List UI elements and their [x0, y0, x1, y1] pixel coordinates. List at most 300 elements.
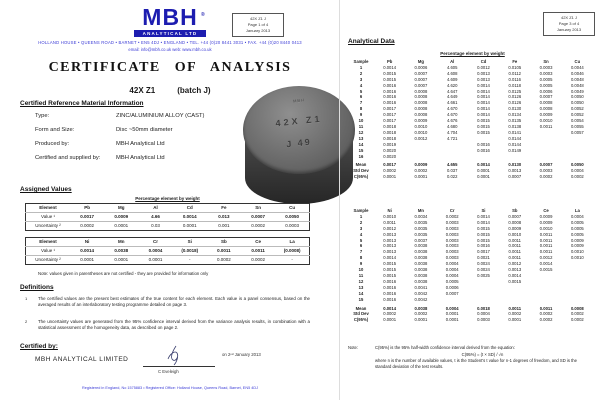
table-cell: 0.0001 — [383, 174, 397, 180]
table-cell: Element — [39, 239, 57, 244]
table-cell: 0.0015 — [383, 261, 397, 267]
table-cell: 0.0012 — [477, 64, 490, 70]
table-cell: 0.0001 — [445, 311, 459, 317]
table-cell: Mean — [355, 305, 367, 311]
table-cell: 0.0012 — [414, 135, 428, 141]
analytical-caption: Percentage element by weight — [440, 51, 505, 56]
table-cell: 0.0038 — [414, 305, 428, 311]
table-cell: Cd — [186, 205, 193, 210]
table-cell: 0.0011 — [508, 305, 522, 311]
stamp-date: January 2013 — [245, 28, 271, 33]
table-cell: 0.0013 — [477, 70, 490, 76]
table-cell: 0.0001 — [383, 317, 397, 323]
table-cell: 2 — [359, 70, 363, 76]
table-cell: 0.0038 — [414, 272, 428, 278]
disc-engraving-brand: MBH — [292, 97, 306, 104]
table-cell: 0.0011 — [539, 123, 553, 129]
table-cell: 0.0014 — [173, 213, 207, 222]
assigned-values-heading: Assigned Values — [20, 186, 72, 193]
table-cell: 4.670 — [446, 112, 458, 118]
table-cell: 0.0008 — [414, 88, 428, 94]
table-cell: 0.0016 — [383, 100, 397, 106]
table-cell: Pb — [386, 59, 393, 64]
table-cell: 0.0002 — [570, 317, 584, 323]
data-grid — [348, 208, 593, 323]
table-cell: 0.03 — [138, 222, 172, 231]
table-cell: 0.0002 — [241, 222, 275, 231]
table-cell: 0.0038 — [414, 267, 428, 273]
table-cell: 0.0007 — [445, 290, 459, 296]
table-cell: 10 — [358, 118, 364, 124]
table-cell: 0.0005 — [539, 76, 553, 82]
table-cell: 0.0008 — [414, 112, 428, 118]
table-cell: 0.0004 — [138, 247, 172, 256]
table-cell: 0.0010 — [539, 118, 553, 124]
table-cell: 5 — [359, 88, 363, 94]
table-cell: 0.0052 — [570, 106, 584, 112]
table-cell: 0.0016 — [383, 296, 397, 302]
table-cell: 4.605 — [446, 64, 458, 70]
table-cell: 4.609 — [446, 76, 458, 82]
table-cell: 7 — [359, 100, 363, 106]
table-cell: 0.0013 — [477, 76, 490, 82]
table-cell: Sb — [512, 208, 518, 213]
table-cell: 0.0008 — [414, 100, 428, 106]
table-cell: 0.0018 — [383, 123, 397, 129]
table-cell: C(95%) — [353, 174, 369, 180]
table-cell: 0.0003 — [445, 255, 459, 261]
table-cell: 0.0015 — [477, 118, 490, 124]
crm-value-form: Disc ~50mm diameter — [116, 127, 173, 133]
table-cell: 0.0014 — [508, 272, 522, 278]
table-cell: (0.0008) — [275, 247, 309, 256]
table-cell: 0.0016 — [383, 88, 397, 94]
table-cell: 0.0009 — [414, 162, 428, 168]
table-cell: Mg — [417, 59, 424, 64]
table-cell: 0.0050 — [570, 94, 584, 100]
mbh-logo-text — [142, 4, 206, 30]
table-cell: 0.0019 — [383, 141, 397, 147]
table-cell: 4.655 — [446, 162, 458, 168]
table-cell: Uncertainty ² — [26, 222, 71, 231]
table-cell: 0.0021 — [477, 255, 490, 261]
signature-icon — [146, 344, 210, 366]
table-cell: 0.0016 — [477, 147, 490, 153]
table-cell: 14 — [358, 290, 364, 296]
table-cell: 0.0008 — [539, 106, 553, 112]
table-cell: 0.0006 — [445, 284, 459, 290]
definition-2-sup: 2 — [25, 319, 28, 324]
signature-date: on 2ⁿᵈ January 2013 — [222, 352, 261, 357]
table-cell: 0.0134 — [508, 112, 522, 118]
table-cell: 0.0009 — [508, 225, 522, 231]
table-cell: 0.0054 — [570, 118, 584, 124]
table-cell: 0.0008 — [570, 305, 584, 311]
table-cell: 0.0020 — [383, 153, 397, 159]
table-cell: 0.0015 — [477, 231, 490, 237]
table-cell: 0.0007 — [414, 70, 428, 76]
table-cell: 0.0014 — [477, 94, 490, 100]
table-cell: 0.0003 — [445, 225, 459, 231]
table-cell: 0.0037 — [414, 237, 428, 243]
stamp-product: 42X Z1 J — [560, 15, 577, 20]
table-cell: 0.0002 — [383, 168, 397, 174]
confidence-note-label: Note: — [348, 345, 359, 350]
table-cell: 4.661 — [446, 100, 458, 106]
data-grid — [25, 203, 310, 231]
table-cell: 0.0012 — [383, 225, 397, 231]
table-cell: 0.0017 — [383, 106, 397, 112]
table-cell: 0.0014 — [383, 64, 397, 70]
table-cell: 4.676 — [446, 118, 458, 124]
table-cell: 0.0001 — [104, 256, 138, 265]
table-cell: 0.0002 — [570, 311, 584, 317]
table-cell: 0.0011 — [383, 219, 396, 225]
contact-line: email: info@mbh.co.uk web: www.mbh.co.uk — [128, 47, 212, 52]
table-cell: Element — [39, 205, 57, 210]
assigned-values-table-1 — [25, 203, 310, 231]
table-cell: 12 — [358, 278, 364, 284]
table-cell: Ni — [84, 239, 90, 244]
table-cell: 0.0013 — [383, 243, 397, 249]
table-cell: 0.0048 — [570, 76, 584, 82]
table-cell: 0.0038 — [104, 247, 138, 256]
table-cell: 0.0126 — [508, 100, 522, 106]
table-cell: 3 — [359, 225, 363, 231]
table-cell: Sample — [353, 208, 369, 213]
table-cell: 0.0003 — [275, 222, 309, 231]
table-cell: Fe — [512, 59, 518, 64]
table-cell: 0.0017 — [477, 249, 490, 255]
table-cell: 0.0014 — [477, 162, 490, 168]
table-cell: 0.0002 — [241, 256, 275, 265]
table-cell: 9 — [359, 112, 363, 118]
table-cell: 0.0011 — [508, 255, 522, 261]
table-cell: 0.0009 — [539, 219, 553, 225]
signature-line — [143, 366, 215, 367]
table-cell: 0.0001 — [414, 317, 428, 323]
table-cell: 10 — [358, 267, 364, 273]
table-cell: Ce — [255, 239, 261, 244]
table-cell: 0.0003 — [445, 231, 459, 237]
table-cell: 8 — [359, 255, 363, 261]
confidence-note-line1: C(95%) is the 95% half-width confidence interval derived from the equation: — [375, 345, 515, 350]
table-cell: Al — [450, 59, 455, 64]
table-cell: 0.0014 — [539, 261, 553, 267]
table-cell: 0.0112 — [508, 70, 522, 76]
table-cell: 4.66 — [138, 213, 172, 222]
assigned-values-table-2 — [25, 237, 310, 265]
crm-label-type: Type: — [35, 113, 50, 119]
table-cell: 0.0007 — [539, 94, 553, 100]
table-cell: 4.647 — [446, 88, 458, 94]
table-cell: 0.0049 — [570, 88, 584, 94]
analytical-table-1 — [348, 59, 593, 180]
table-cell: 11 — [358, 272, 364, 278]
table-cell: 0.0011 — [508, 237, 522, 243]
table-cell: 0.0006 — [414, 64, 428, 70]
table-cell: 4.680 — [446, 123, 458, 129]
table-cell: 0.0004 — [570, 168, 584, 174]
table-cell: 11 — [358, 123, 364, 129]
stamp-page: Page 3 of 4 — [558, 21, 580, 26]
crm-label-form: Form and Size: — [35, 127, 75, 133]
table-cell: 0.0014 — [70, 247, 104, 256]
table-cell: 0.0126 — [508, 94, 522, 100]
table-cell: 0.0005 — [570, 225, 584, 231]
table-cell: 0.0004 — [445, 272, 459, 278]
table-cell: 4 — [359, 82, 363, 88]
table-cell: 0.0035 — [414, 225, 428, 231]
table-cell: 0.0002 — [445, 213, 459, 219]
table-cell: 4.704 — [446, 129, 458, 135]
table-cell: 0.0038 — [414, 249, 428, 255]
table-cell: La — [574, 208, 580, 213]
table-cell: 0.0004 — [477, 311, 490, 317]
table-cell: 0.0024 — [477, 267, 490, 273]
table-cell: 0.0015 — [383, 272, 397, 278]
table-cell: Mn — [417, 208, 424, 213]
table-cell: Sn — [543, 59, 549, 64]
table-cell: 0.0017 — [383, 162, 397, 168]
table-cell: 0.0007 — [539, 162, 553, 168]
table-cell: 0.0017 — [383, 112, 397, 118]
crm-info-heading: Certified Reference Material Information — [20, 100, 144, 107]
parentheses-note: Note: values given in parentheses are not certified - they are provided for information only — [38, 271, 209, 276]
confidence-note-line2: where n is the number of available values, t is the Student's t value for n-1 degrees of freedom, and SD is the standard deviation of the test results. — [375, 357, 577, 369]
table-cell: 4 — [359, 231, 363, 237]
table-cell: 0.0046 — [570, 70, 584, 76]
table-cell: C(95%) — [353, 317, 369, 323]
table-cell: 0.0125 — [508, 88, 522, 94]
table-cell: 0.0035 — [414, 219, 428, 225]
table-cell: 0.0011 — [508, 249, 522, 255]
table-row — [348, 317, 593, 323]
table-cell: 0.0011 — [539, 305, 553, 311]
table-cell: 0.0007 — [508, 213, 522, 219]
table-cell: 0.0002 — [414, 311, 428, 317]
page-stamp-right — [543, 12, 595, 36]
table-cell: 0.0001 — [477, 174, 490, 180]
table-cell: 0.0001 — [508, 317, 522, 323]
table-cell: 0.0016 — [383, 94, 397, 100]
table-cell: 0.0001 — [70, 256, 104, 265]
definition-2-text: The uncertainty values are generated from the 95% confidence interval derived from the variance analysis results, in combination with a statistical assessment of the homogeneity data, as described on page 2. — [38, 319, 310, 331]
table-cell: 0.0014 — [477, 112, 490, 118]
table-cell: 0.0144 — [508, 135, 522, 141]
certificate-title: CERTIFICATE OF ANALYSIS — [48, 60, 292, 75]
table-cell: 0.037 — [446, 168, 458, 174]
table-cell: 0.0015 — [539, 267, 553, 273]
disc-engraving-code: 42X Z1 — [275, 113, 323, 129]
table-cell: 0.0016 — [383, 290, 397, 296]
logo-band: ANALYTICAL LTD — [134, 30, 206, 37]
crm-value-producer: MBH Analytical Ltd — [116, 141, 165, 147]
table-cell: 0.0002 — [414, 168, 428, 174]
table-cell: 0.0010 — [414, 129, 428, 135]
table-cell: Ce — [543, 208, 549, 213]
table-cell: 0.0014 — [477, 213, 490, 219]
table-cell: 0.0004 — [445, 267, 459, 273]
table-cell: 0.0015 — [477, 237, 490, 243]
table-cell: 0.0011 — [539, 237, 553, 243]
table-cell: Cr — [153, 239, 159, 244]
table-cell: 0.0041 — [414, 284, 428, 290]
certified-by-heading: Certified by: — [20, 343, 58, 350]
table-cell: 0.0002 — [539, 174, 553, 180]
table-cell: - — [275, 256, 309, 265]
table-cell: (0.0018) — [173, 247, 207, 256]
table-cell: 0.0015 — [383, 267, 397, 273]
table-cell: 0.0001 — [414, 174, 428, 180]
stamp-product: 42X Z1 J — [249, 16, 266, 21]
table-cell: 0.0002 — [383, 311, 397, 317]
table-cell: 0.0130 — [508, 106, 522, 112]
table-cell: Value ¹ — [26, 247, 71, 256]
table-cell: 0.0013 — [383, 237, 397, 243]
table-cell: 0.0010 — [539, 225, 553, 231]
table-cell: 0.0020 — [383, 147, 397, 153]
definition-1-sup: 1 — [25, 296, 28, 301]
table-cell: 0.0004 — [445, 305, 459, 311]
table-cell: 0.0011 — [207, 247, 241, 256]
table-cell: 0.0055 — [570, 123, 584, 129]
table-cell: 0.0017 — [383, 118, 397, 124]
table-cell: 0.0003 — [539, 168, 553, 174]
table-cell: 0.0009 — [414, 118, 428, 124]
table-cell: La — [289, 239, 295, 244]
table-cell: 0.0007 — [414, 82, 428, 88]
table-cell: 0.0011 — [241, 247, 275, 256]
table-cell: 4.620 — [446, 82, 458, 88]
table-cell: 0.0116 — [508, 76, 522, 82]
table-cell: 0.0016 — [383, 278, 397, 284]
confidence-equation: C(95%) = (t × SD) / √n — [461, 351, 504, 357]
product-code: 42X Z1 — [129, 86, 156, 95]
table-cell: 0.0010 — [508, 231, 522, 237]
data-grid — [348, 59, 593, 180]
table-cell: 0.0050 — [570, 162, 584, 168]
table-cell: 0.0144 — [508, 141, 522, 147]
table-cell: 0.0141 — [508, 129, 522, 135]
table-cell: 4.608 — [446, 70, 458, 76]
table-cell: Sample — [353, 59, 369, 64]
table-cell: 0.0009 — [539, 213, 553, 219]
table-cell: 0.0005 — [445, 278, 459, 284]
table-cell: 4.649 — [446, 94, 458, 100]
table-cell: 0.0015 — [477, 129, 490, 135]
table-cell: 0.0015 — [383, 70, 397, 76]
table-cell: 6 — [359, 94, 363, 100]
table-cell: Pb — [84, 205, 90, 210]
table-cell: 0.0008 — [414, 106, 428, 112]
table-cell: 0.0005 — [570, 231, 584, 237]
table-cell: 0.0050 — [570, 100, 584, 106]
table-cell: 0.0002 — [539, 311, 553, 317]
registered-trademark-icon: ® — [201, 12, 206, 18]
analytical-data-heading: Analytical Data — [348, 38, 395, 45]
crm-value-supplier: MBH Analytical Ltd — [116, 155, 165, 161]
table-cell: 0.0003 — [477, 317, 490, 323]
table-cell: 0.0005 — [539, 82, 553, 88]
table-cell: 0.0002 — [207, 256, 241, 265]
table-cell: - — [173, 256, 207, 265]
table-row — [26, 256, 310, 265]
table-cell: 0.0001 — [173, 222, 207, 231]
page-stamp-left — [232, 13, 284, 37]
table-cell: 0.0007 — [508, 174, 522, 180]
table-row — [26, 204, 310, 213]
table-cell: 0.0015 — [508, 278, 522, 284]
table-cell: 0.0009 — [570, 237, 584, 243]
table-cell: 0.0025 — [477, 272, 490, 278]
table-cell: 0.0135 — [508, 118, 522, 124]
table-cell: 15 — [358, 296, 364, 302]
table-cell: 0.0016 — [477, 243, 490, 249]
table-cell: 0.0005 — [570, 219, 584, 225]
table-cell: 4.670 — [446, 106, 458, 112]
crm-value-type: ZINC/ALUMINIUM ALLOY (CAST) — [116, 113, 205, 119]
table-cell: 7 — [359, 249, 363, 255]
table-cell: Cr — [449, 208, 455, 213]
table-cell: 0.0010 — [570, 255, 584, 261]
table-cell: 0.0001 — [138, 256, 172, 265]
signatory-name: C Eveleigh — [158, 369, 179, 374]
table-cell: 0.0008 — [539, 100, 553, 106]
table-row — [26, 213, 310, 222]
table-cell: 0.0007 — [414, 76, 428, 82]
confidence-note — [375, 345, 590, 370]
crm-label-supplier: Certified and supplied by: — [35, 155, 101, 161]
table-cell: 0.0048 — [570, 82, 584, 88]
table-cell: 0.0057 — [570, 129, 584, 135]
table-row — [26, 222, 310, 231]
table-cell: 0.0050 — [275, 213, 309, 222]
table-cell: 0.0052 — [570, 112, 584, 118]
table-cell: 0.0006 — [539, 88, 553, 94]
page-divider — [339, 0, 340, 400]
table-cell: 0.0138 — [508, 123, 522, 129]
table-cell: 0.0014 — [477, 219, 490, 225]
table-cell: 0.0010 — [570, 249, 584, 255]
table-cell: 0.0009 — [104, 213, 138, 222]
table-cell: 0.0003 — [445, 243, 459, 249]
table-cell: 0.0038 — [414, 261, 428, 267]
table-cell: 0.0044 — [570, 64, 584, 70]
table-cell: Fe — [221, 205, 227, 210]
table-row — [348, 174, 593, 180]
table-cell: 0.0015 — [383, 76, 397, 82]
table-cell: 0.0130 — [508, 162, 522, 168]
table-cell: Si — [481, 208, 486, 213]
stamp-date: January 2013 — [556, 27, 582, 32]
table-cell: 0.0011 — [508, 243, 522, 249]
table-cell: 0.0017 — [70, 213, 104, 222]
address-line: HOLLAND HOUSE • QUEENS ROAD • BARNET • EN5 4DJ • ENGLAND • TEL. +44 (0)20 8441 3031 • FAX. +44 (0)20 8440 0413 — [38, 40, 302, 45]
table-cell: 0.0042 — [414, 296, 428, 302]
table-cell: 0.0010 — [383, 213, 397, 219]
table-cell: 0.0008 — [508, 219, 522, 225]
table-cell: Mean — [355, 162, 367, 168]
table-cell: Std Dev — [353, 311, 369, 317]
stamp-page: Page 1 of 4 — [247, 22, 269, 27]
table-cell: 0.0002 — [70, 222, 104, 231]
table-cell: 0.0002 — [570, 174, 584, 180]
table-cell: 4.721 — [446, 135, 458, 141]
table-cell: 0.0002 — [539, 317, 553, 323]
table-cell: 0.0018 — [477, 305, 490, 311]
disc-engraving-batch: J 49 — [285, 136, 313, 150]
